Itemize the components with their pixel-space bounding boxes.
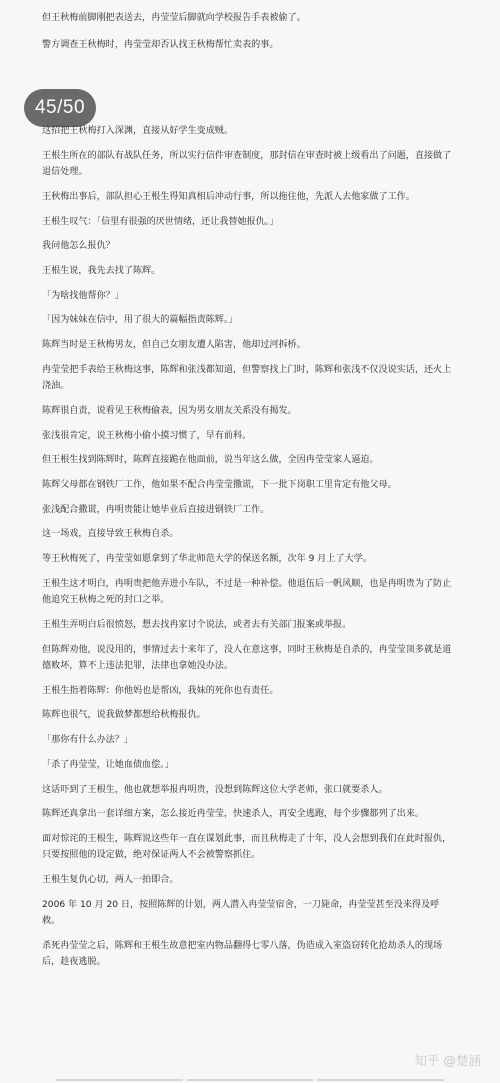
paragraph: 等王秋梅死了，冉莹莹如愿拿到了华北师范大学的保送名额，次年 9 月上了大学。 [42, 554, 372, 564]
paragraph: 张浅很肯定，说王秋梅小偷小摸习惯了，早有前科。 [42, 430, 252, 441]
paragraph: 2006 年 10 月 20 日，按照陈辉的计划，两人潜入冉莹莹宿舍，一刀毙命，冉莹莹甚至没来得及呼救。 [42, 899, 440, 927]
paragraph: 「那你有什么办法？」 [42, 735, 133, 746]
bottom-divider [56, 1079, 444, 1081]
paragraph: 王根生复仇心切，两人一拍即合。 [42, 875, 179, 886]
watermark: 知乎 @楚涵 [414, 1053, 481, 1068]
paragraph: 但王根生找到陈辉时，陈辉直接跪在他面前，说当年这么做，全因冉莹莹家人逼迫。 [42, 455, 379, 466]
paragraph: 警方调查王秋梅时，冉莹莹却否认找王秋梅帮忙卖表的事。 [42, 39, 279, 50]
paragraph: 杀死冉莹莹之后，陈辉和王根生故意把室内物品翻得七零八落，伪造成入室盗窃转化抢劫杀人的现场后，趁夜逃脱。 [42, 940, 443, 968]
paragraph: 我问他怎么报仇？ [42, 241, 115, 252]
article-body [42, 123, 454, 971]
paragraph: 王根生说，我先去找了陈辉。 [42, 265, 161, 276]
divider-segment [187, 1079, 314, 1081]
paragraph: 面对惊诧的王根生，陈辉说这些年一直在谋划此事，而且秋梅走了十年，没人会想到我们在此时报仇，只要按照他的设定做，绝对保证两人不会被警察抓住。 [42, 833, 452, 861]
paragraph: 「杀了冉莹莹，让她血债血偿。」 [42, 759, 174, 770]
paragraph: 「为啥找他帮你？」 [42, 290, 124, 301]
divider-segment [317, 1079, 444, 1081]
paragraph: 但陈辉劝他，说没用的，事情过去十来年了，没人在意这事，同时王秋梅是自杀的，冉莹莹顶多就是道德败坏，算不上违法犯罪，法律也拿她没办法。 [42, 644, 452, 672]
paragraph: 张浅配合撒谎，冉明贵能让她毕业后直接进钢铁厂工作。 [42, 504, 270, 515]
paragraph: 这招把王秋梅打入深渊，直接从好学生变成贼。 [42, 126, 233, 136]
paragraph: 陈辉当时是王秋梅男友，但自己女朋友遭人陷害，他却过河拆桥。 [42, 340, 306, 350]
paragraph: 「因为妹妹在信中，用了很大的篇幅指责陈辉。」 [42, 315, 238, 326]
paragraph: 王根生叹气：「信里有很强的厌世情绪，还让我替她报仇。」 [42, 216, 279, 227]
paragraph: 王秋梅出事后，部队担心王根生得知真相后冲动行事，所以拖住他，先派人去他家做了工作。 [42, 191, 415, 202]
paragraph: 王根生所在的部队有战队任务，所以实行信件审查制度，那封信在审查时被上级看出了问题，直接做了退信处理。 [42, 150, 452, 178]
paragraph: 王根生弄明白后很愤怒，想去找冉家讨个说法，或者去有关部门报案或举报。 [42, 619, 352, 630]
paragraph: 陈辉很自责，说看见王秋梅偷表，因为男女朋友关系没有揭发。 [42, 405, 297, 416]
paragraph: 陈辉也很气，说我做梦都想给秋梅报仇。 [42, 710, 206, 721]
paragraph: 陈辉还真拿出一套详细方案，怎么接近冉莹莹，快速杀人，再安全逃跑，每个步骤都列了出来。 [42, 809, 424, 820]
paragraph: 陈辉父母都在钢铁厂工作，他如果不配合冉莹莹撒谎，下一批下岗职工里肯定有他父母。 [42, 479, 397, 490]
divider-segment [56, 1079, 183, 1081]
paragraph: 王根生指着陈辉：你他妈也是帮凶，我妹的死你也有责任。 [42, 685, 279, 696]
paragraph: 王根生这才明白，冉明贵把他弄进小车队，不过是一种补偿。他退伍后一帆风顺，也是冉明贵为了防止他追究王秋梅之死的封口之举。 [42, 578, 452, 606]
previous-page-text [42, 10, 454, 53]
paragraph: 这一场戏，直接导致王秋梅自杀。 [42, 529, 179, 540]
paragraph: 冉莹莹把手表给王秋梅这事，陈辉和张浅都知道，但警察找上门时，陈辉和张浅不仅没说实话，还火上浇油。 [42, 364, 452, 392]
paragraph: 但王秋梅前脚刚把表送去，冉莹莹后脚就向学校报告手表被偷了。 [42, 13, 306, 23]
page-indicator: 45/50 [24, 89, 96, 127]
paragraph: 这话吓到了王根生，他也就想举报冉明贵，没想到陈辉这位大学老师，张口就要杀人。 [42, 784, 388, 795]
